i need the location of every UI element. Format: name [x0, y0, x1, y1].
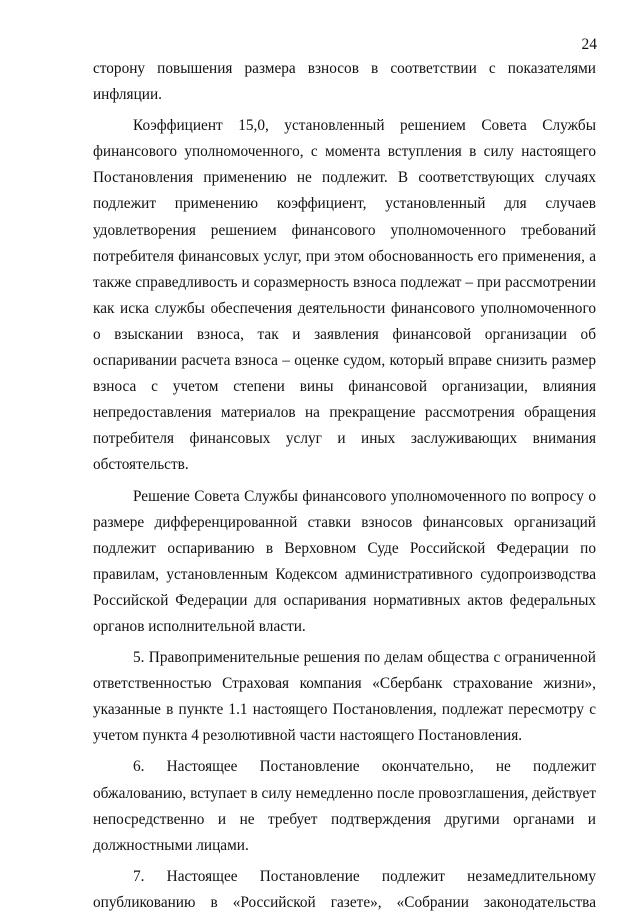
page-number: 24	[581, 36, 597, 53]
paragraph-continuation: сторону повышения размера взносов в соответствии с показателями инфляции.	[93, 60, 596, 104]
paragraph-item-6: 6. Настоящее Постановление окончательно, не подлежит обжалованию, вступает в силу немедленно после провозглашения, действует непосредственно и не требует подтверждения другими органами и должностными лицами.	[93, 758, 596, 854]
paragraph-coefficient: Коэффициент 15,0, установленный решением Совета Службы финансового уполномоченного, с момента вступления в силу настоящего Постановления применению не подлежит. В соответствующих случаях подлежит применению коэффициент, установленный для случаев удовлетворения решением финансового уполномоченного требований потребителя финансовых услуг, при этом обоснованность его применения, а также справедливость и соразмерность взноса подлежат – при рассмотрении как иска службы обеспечения деятельности финансового уполномоченного о взыскании взноса, так и заявления финансовой организации об оспаривании расчета взноса – оценке судом, который вправе снизить размер взноса с учетом степени вины финансовой организации, влияния непредоставления материалов на прекращение рассмотрения обращения потребителя финансовых услуг и иных заслуживающих внимания обстоятельств.	[93, 117, 596, 474]
paragraph-item-7: 7. Настоящее Постановление подлежит незамедлительному опубликованию в «Российской газете», «Собрании законодательства	[93, 867, 596, 911]
paragraph-item-5: 5. Правоприменительные решения по делам общества с ограниченной ответственностью Страховая компания «Сбербанк страхование жизни», указанные в пункте 1.1 настоящего Постановления, подлежат пересмотру с учетом пункта 4 резолютивной части настоящего Постановления.	[93, 649, 596, 745]
paragraph-council-decision: Решение Совета Службы финансового уполномоченного по вопросу о размере дифференцированной ставки взносов финансовых организаций подлежит оспариванию в Верховном Суде Российской Федерации по правилам, установленным Кодексом административного судопроизводства Российской Федерации для оспаривания нормативных актов федеральных органов исполнительной власти.	[93, 487, 596, 635]
document-body	[93, 56, 596, 916]
